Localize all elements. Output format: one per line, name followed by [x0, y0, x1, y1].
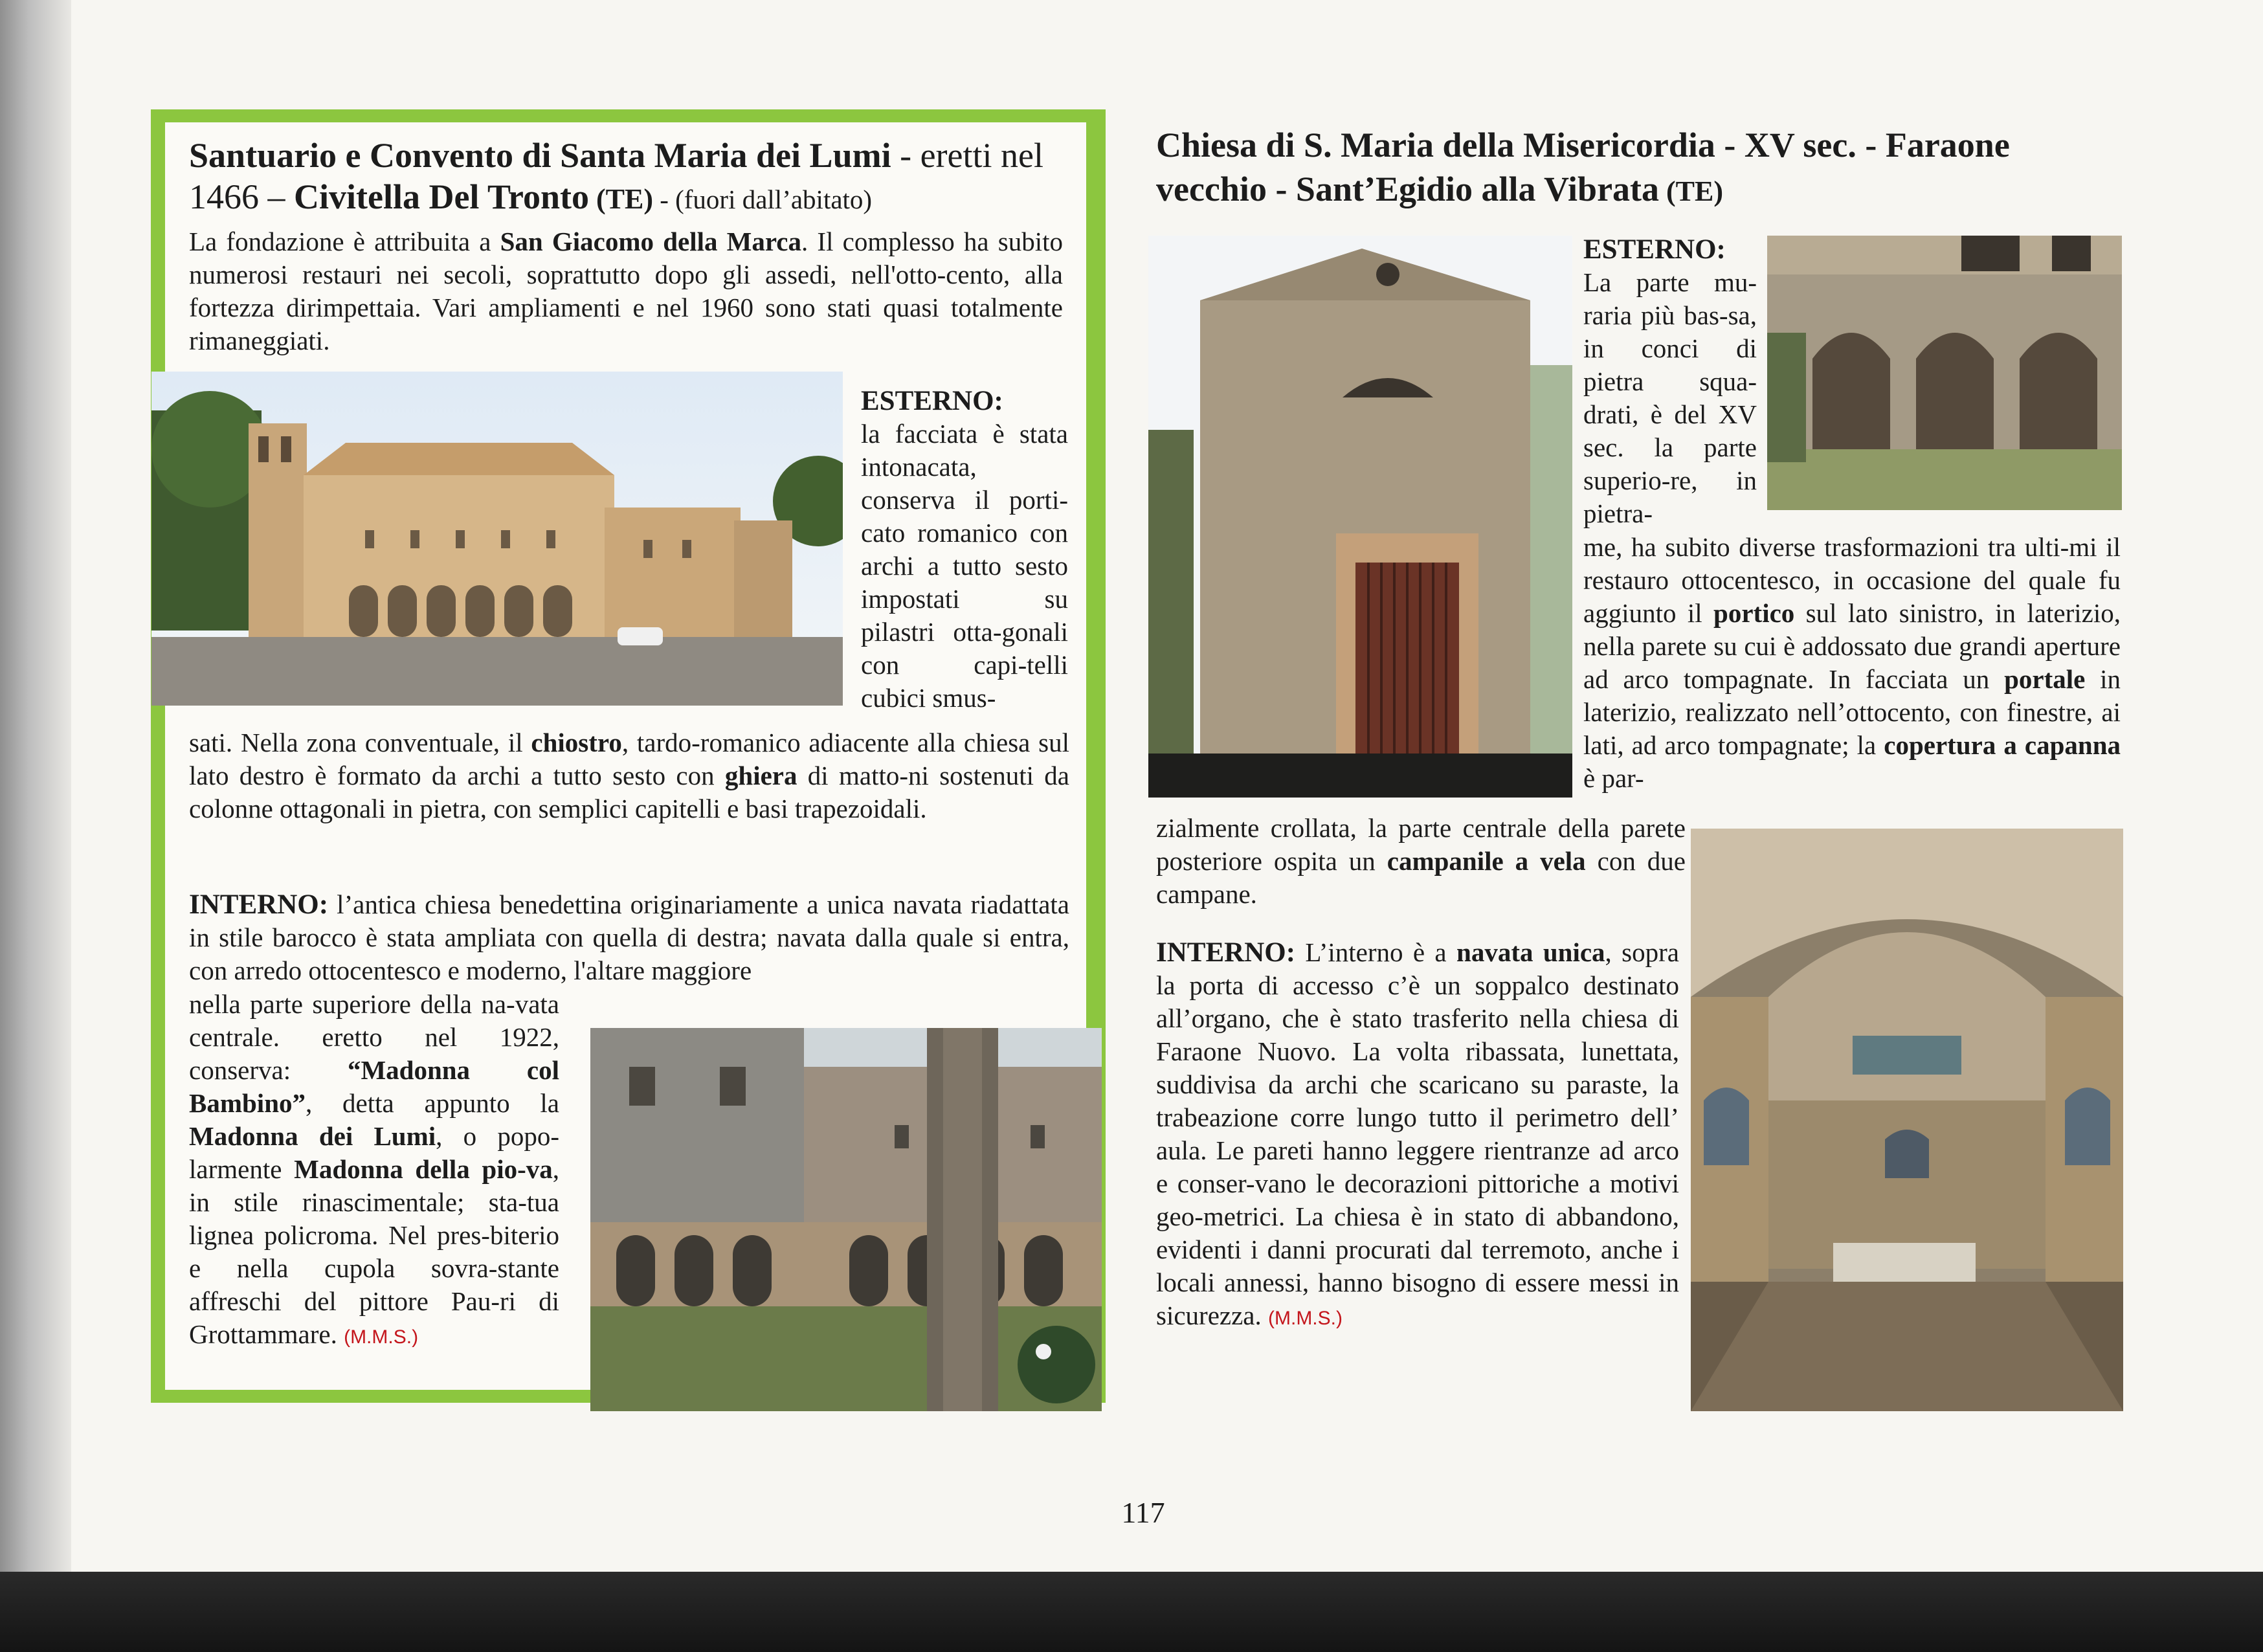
left-intro-paragraph: La fondazione è attribuita a San Giacomo della Marca. Il complesso ha subito numerosi restauri nei secoli, soprattutto dopo gli assedi, nell'otto-cento, alla fortezza dirimpettaia. Vari ampliamenti e nel 1960 sono stati quasi totalmente rimaneggiati.	[189, 227, 1064, 355]
left-esterno-full-text: sati. Nella zona conventuale, il chiostro, tardo-romanico adiacente alla chiesa sul lato destro è formato da archi a tutto sesto con ghiera di matto-ni sostenuti da colonne ottagonali in pietra, con semplici capitelli e basi trapezoidali.	[189, 728, 1069, 823]
page-number: 117	[1121, 1496, 1165, 1529]
right-interno-label: INTERNO:	[1156, 937, 1296, 968]
left-signature: (M.M.S.)	[344, 1326, 419, 1348]
right-interno-text: INTERNO: L’interno è a navata unica, sopra la porta di accesso c’è un soppalco destinato all’organo, che è stato trasferito nella chiesa di Faraone Nuovo. La volta ribassata, lunettata, suddivisa da archi che scaricano su paraste, la trabeazione corre lungo tutto il perimetro dell’ aula. Le pareti hanno leggere rientranze ad arco e conser-vano le decorazioni pittoriche a motivi geo-metrici. La chiesa è in stato di abbandono, evidenti i danni procurati dal terremoto, anche i locali annessi, hanno bisogno di essere messi in sicurezza. (M.M.S.)	[1156, 937, 1679, 1330]
left-interno-label: INTERNO:	[189, 889, 329, 920]
right-article-title: Chiesa di S. Maria della Misericordia - XV sec. - Faraone vecchio - Sant’Egidio alla Vibrata (TE)	[1156, 126, 2010, 208]
left-interno-full-text: INTERNO: l’antica chiesa benedettina originariamente a unica navata riadattata in stile barocco è stata ampliata con quella di destra; navata dalla quale si entra, con arredo ottocentesco e moderno, l'altare maggiore	[189, 889, 1069, 985]
santuario-exterior-photo	[151, 372, 843, 706]
left-esterno-side-text: ESTERNO: la facciata è stata intonacata, conserva il porti-cato romanico con archi a tutto sesto impostati su pilastri otta-gonali con capi-telli cubici smus-	[861, 386, 1068, 713]
left-interno-side-text: nella parte superiore della na-vata centrale. eretto nel 1922, conserva: “Madonna col Bambino”, detta appunto la Madonna dei Lumi, o popo-larmente Madonna della pio-va, in stile rinascimentale; sta-tua lignea policroma. Nel pres-biterio e nella cupola sovra-stante affreschi del pittore Pau-ri di Grottammare. (M.M.S.)	[189, 989, 560, 1349]
book-spine-shadow	[0, 0, 71, 1652]
page-bottom-shadow	[0, 1572, 2263, 1652]
right-esterno-mid-text: me, ha subito diverse trasformazioni tra ulti-mi il restauro ottocentesco, in occasione del quale fu aggiunto il portico sul lato sinistro, in laterizio, nella parete su cui è addossato due grandi aperture ad arco tompagnate. In facciata un portale in laterizio, realizzato nell’ottocento, con finestre, ai lati, ad arco tompagnate; la copertura a capanna è par-	[1583, 532, 2121, 793]
church-interior-photo	[1691, 829, 2123, 1411]
right-esterno-narrow-text: ESTERNO: La parte mu-raria più bas-sa, in conci di pietra squa-drati, è del XV sec. la parte superio-re, in pietra-	[1583, 234, 1757, 528]
left-article-title: Santuario e Convento di Santa Maria dei Lumi - eretti nel 1466 – Civitella Del Tronto (TE) - (fuori dall’abitato)	[189, 136, 1043, 216]
church-facade-photo	[1148, 236, 1572, 798]
right-esterno-low-text: zialmente crollata, la parte centrale della parete posteriore ospita un campanile a vela con due campane.	[1156, 813, 1686, 909]
left-esterno-label: ESTERNO:	[861, 386, 1003, 416]
right-esterno-label: ESTERNO:	[1583, 234, 1726, 265]
portico-photo	[1767, 236, 2122, 510]
right-signature: (M.M.S.)	[1268, 1308, 1343, 1329]
cloister-photo	[590, 1028, 1102, 1411]
